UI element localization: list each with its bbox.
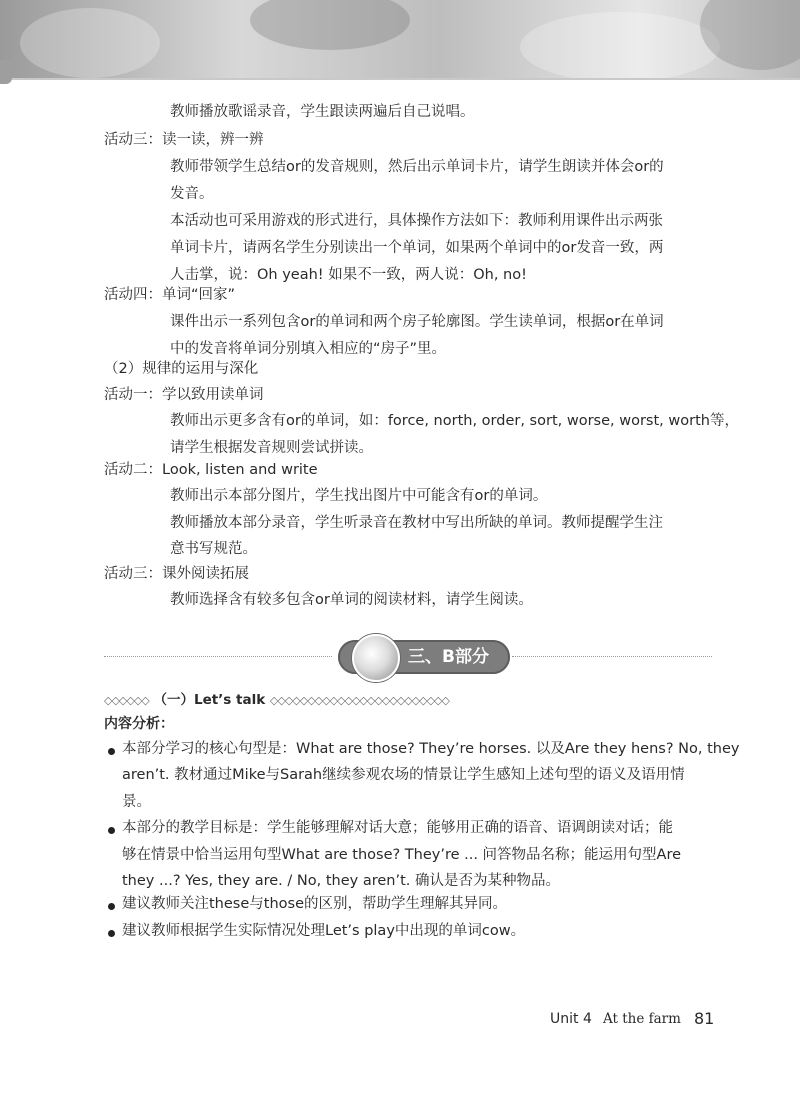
bullet-dot [108, 748, 115, 755]
text-line: 单词卡片，请两名学生分别读出一个单词，如果两个单词中的or发音一致，两 [170, 240, 664, 256]
header-banner [0, 0, 800, 80]
decorative-border: ◇◇◇◇◇◇ [104, 694, 149, 707]
divider-line [104, 656, 332, 657]
content-heading: 内容分析： [104, 716, 174, 732]
banner-tab [0, 60, 12, 84]
subsection-header [104, 688, 449, 708]
bullet-text: 建议教师根据学生实际情况处理Let’s play中出现的单词cow。 [122, 923, 526, 939]
bullet-dot [108, 903, 115, 910]
text-line: 教师选择含有较多包含or单词的阅读材料，请学生阅读。 [170, 592, 533, 608]
text-line: 教师出示更多含有or的单词，如：force, north, order, sort, worse, worst, worth等， [170, 413, 739, 429]
bullet-dot [108, 827, 115, 834]
bullet-text: 景。 [122, 794, 151, 810]
subsection-title: （一）Let’s talk [153, 692, 266, 708]
text-line: 人击掌，说：Oh yeah! 如果不一致，两人说：Oh, no! [170, 267, 527, 283]
section-title-pill [338, 640, 510, 674]
text-line: 请学生根据发音规则尝试拼读。 [170, 440, 373, 456]
footer-title: At the farm [603, 1011, 681, 1027]
text-line: 发音。 [170, 186, 214, 202]
bullet-text: 本部分学习的核心句型是：What are those? They’re horses. 以及Are they hens? No, they [122, 741, 740, 757]
banner-decoration [520, 12, 720, 80]
bullet-text: 建议教师关注these与those的区别，帮助学生理解其异同。 [122, 896, 507, 912]
text-line: 教师播放本部分录音，学生听录音在教材中写出所缺的单词。教师提醒学生注 [170, 515, 663, 531]
bullet-text: aren’t. 教材通过Mike与Sarah继续参观农场的情景让学生感知上述句型的语义及语用情 [122, 767, 685, 783]
text-line: 教师播放歌谣录音，学生跟读两遍后自己说唱。 [170, 104, 475, 120]
section-title: 三、B部分 [408, 647, 489, 667]
subsection-label: （2）规律的运用与深化 [104, 361, 259, 377]
text-line: 中的发音将单词分别填入相应的“房子”里。 [170, 341, 447, 357]
activity-label: 活动三：读一读，辨一辨 [104, 132, 264, 148]
text-line: 教师带领学生总结or的发音规则，然后出示单词卡片，请学生朗读并体会or的 [170, 159, 664, 175]
banner-decoration [20, 8, 160, 78]
activity-label: 活动三：课外阅读拓展 [104, 566, 249, 582]
bullet-text: they ...? Yes, they are. / No, they aren’t. 确认是否为某种物品。 [122, 873, 560, 889]
bullet-text: 够在情景中恰当运用句型What are those? They’re ... 问答物品名称；能运用句型Are [122, 847, 682, 863]
activity-label: 活动四：单词“回家” [104, 287, 236, 303]
section-icon [352, 634, 400, 682]
page-number: 81 [694, 1009, 715, 1028]
divider-line [512, 656, 712, 657]
activity-label: 活动二：Look, listen and write [104, 462, 318, 478]
text-line: 意书写规范。 [170, 541, 257, 557]
bullet-dot [108, 930, 115, 937]
text-line: 课件出示一系列包含or的单词和两个房子轮廓图。学生读单词，根据or在单词 [170, 314, 664, 330]
activity-label: 活动一：学以致用读单词 [104, 387, 264, 403]
text-line: 教师出示本部分图片，学生找出图片中可能含有or的单词。 [170, 488, 548, 504]
banner-decoration [250, 0, 410, 50]
text-line: 本活动也可采用游戏的形式进行，具体操作方法如下：教师利用课件出示两张 [170, 213, 663, 229]
footer-unit: Unit 4 [550, 1011, 592, 1027]
banner-decoration [700, 0, 800, 70]
bullet-text: 本部分的教学目标是：学生能够理解对话大意；能够用正确的语音、语调朗读对话；能 [122, 820, 673, 836]
decorative-border: ◇◇◇◇◇◇◇◇◇◇◇◇◇◇◇◇◇◇◇◇◇◇◇◇ [269, 694, 449, 707]
